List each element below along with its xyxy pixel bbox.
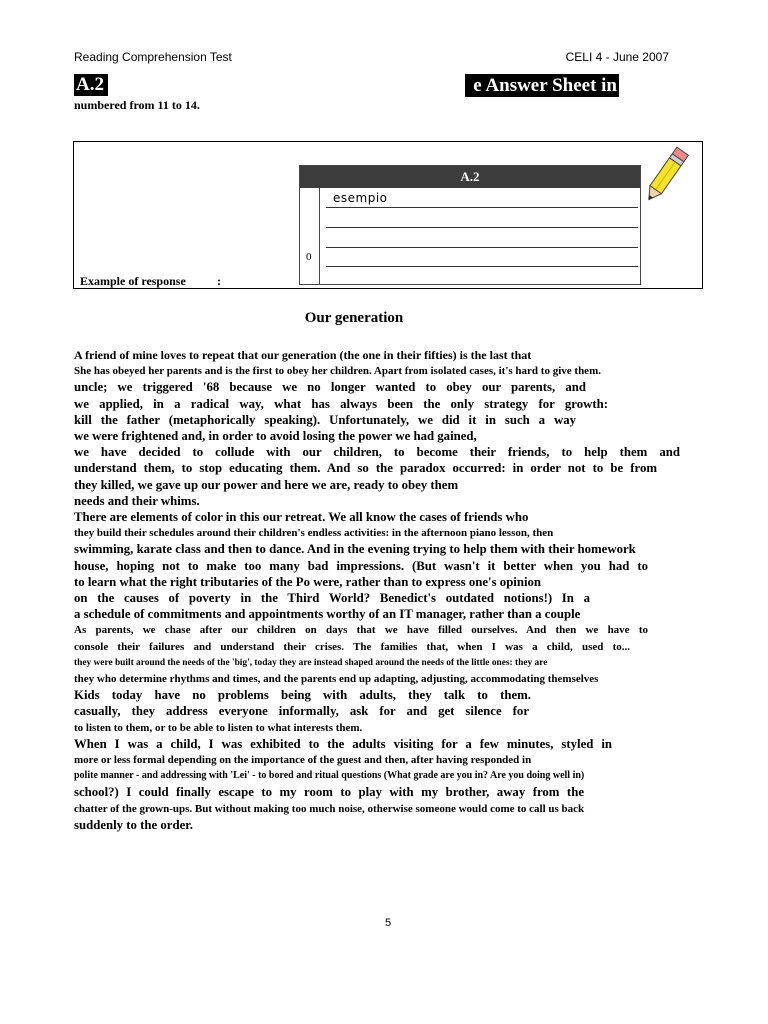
answer-line bbox=[326, 227, 638, 228]
example-number-column bbox=[300, 188, 320, 284]
article-line: we applied, in a radical way, what has always been the only strategy for growth: bbox=[74, 396, 608, 411]
article-line: to listen to them, or to be able to listen to what interests them. bbox=[74, 721, 363, 734]
article-line: they who determine rhythms and times, and the parents end up adapting, adjusting, accommodating themselves bbox=[74, 673, 599, 686]
article-line: they build their schedules around their children's endless activities: in the afternoon piano lesson, then bbox=[74, 527, 554, 540]
article-title: Our generation bbox=[304, 310, 404, 326]
article-line: suddenly to the order. bbox=[74, 817, 193, 832]
article-line: they were built around the needs of the 'big', today they are instead shaped around the needs of the little ones: they are bbox=[74, 657, 548, 668]
article-line: A friend of mine loves to repeat that our generation (the one in their fifties) is the last that bbox=[74, 348, 532, 362]
pencil-icon bbox=[640, 142, 692, 208]
answer-sheet-fragment: e Answer Sheet in bbox=[465, 74, 619, 97]
article-line: we have decided to collude with our children, to become their friends, to help them and bbox=[74, 445, 680, 460]
article-line: more or less formal depending on the importance of the guest and then, after having responded in bbox=[74, 754, 532, 767]
article-line: needs and their whims. bbox=[74, 493, 200, 508]
article-line: There are elements of color in this our retreat. We all know the cases of friends who bbox=[74, 510, 529, 525]
answer-line bbox=[326, 266, 638, 267]
example-handwritten-answer: esempio bbox=[333, 191, 388, 205]
article-line: When I was a child, I was exhibited to the adults visiting for a few minutes, styled in bbox=[74, 736, 612, 751]
article-line: we were frightened and, in order to avoid losing the power we had gained, bbox=[74, 429, 477, 444]
article-line: house, hoping not to make too many bad impressions. (But wasn't it better when you had to bbox=[74, 558, 648, 573]
header-right: CELI 4 - June 2007 bbox=[565, 50, 669, 64]
article-line: a schedule of commitments and appointments worthy of an IT manager, rather than a couple bbox=[74, 607, 581, 622]
example-answer-sheet bbox=[299, 165, 641, 285]
article-line: polite manner - and addressing with 'Lei' - to bored and ritual questions (What grade are you in? Are you doing well in) bbox=[74, 770, 585, 782]
answer-line bbox=[326, 247, 638, 248]
section-intro: numbered from 11 to 14. bbox=[74, 98, 200, 112]
article-line: She has obeyed her parents and is the first to obey her children. Apart from isolated cases, it's hard to give them. bbox=[74, 365, 601, 378]
article-line: swimming, karate class and then to dance. And in the evening trying to help them with their homework bbox=[74, 542, 636, 557]
example-sheet-header: A.2 bbox=[300, 166, 640, 188]
article-line: to learn what the right tributaries of the Po were, rather than to express one's opinion bbox=[74, 574, 542, 589]
example-label: Example of response bbox=[80, 274, 186, 288]
example-box bbox=[73, 141, 703, 289]
article-line: console their failures and understand their crises. The families that, when I was a child, used to... bbox=[74, 640, 630, 653]
article-line: on the causes of poverty in the Third World? Benedict's outdated notions!) In a bbox=[74, 591, 590, 606]
example-row-number: 0 bbox=[306, 251, 312, 263]
article-line: they killed, we gave up our power and here we are, ready to obey them bbox=[74, 477, 459, 492]
answer-line bbox=[326, 207, 638, 208]
article-line: casually, they address everyone informally, ask for and get silence for bbox=[74, 704, 529, 719]
article-line: chatter of the grown-ups. But without making too much noise, otherwise someone would come to call us back bbox=[74, 802, 585, 815]
article-line: Kids today have no problems being with adults, they talk to them. bbox=[74, 688, 531, 703]
page-number: 5 bbox=[384, 917, 392, 929]
example-colon: : bbox=[217, 274, 221, 288]
article-line: school?) I could finally escape to my room to play with my brother, away from the bbox=[74, 785, 584, 800]
article-line: uncle; we triggered '68 because we no longer wanted to obey our parents, and bbox=[74, 380, 586, 395]
article-line: kill the father (metaphorically speaking). Unfortunately, we did it in such a way bbox=[74, 412, 576, 427]
header-left: Reading Comprehension Test bbox=[74, 50, 232, 64]
article-line: As parents, we chase after our children on days that we have filled ourselves. And then we have to bbox=[74, 624, 648, 637]
article-body bbox=[74, 347, 686, 833]
section-label: A.2 bbox=[74, 74, 108, 96]
article-line: understand them, to stop educating them. And so the paradox occurred: in order not to be from bbox=[74, 461, 657, 476]
